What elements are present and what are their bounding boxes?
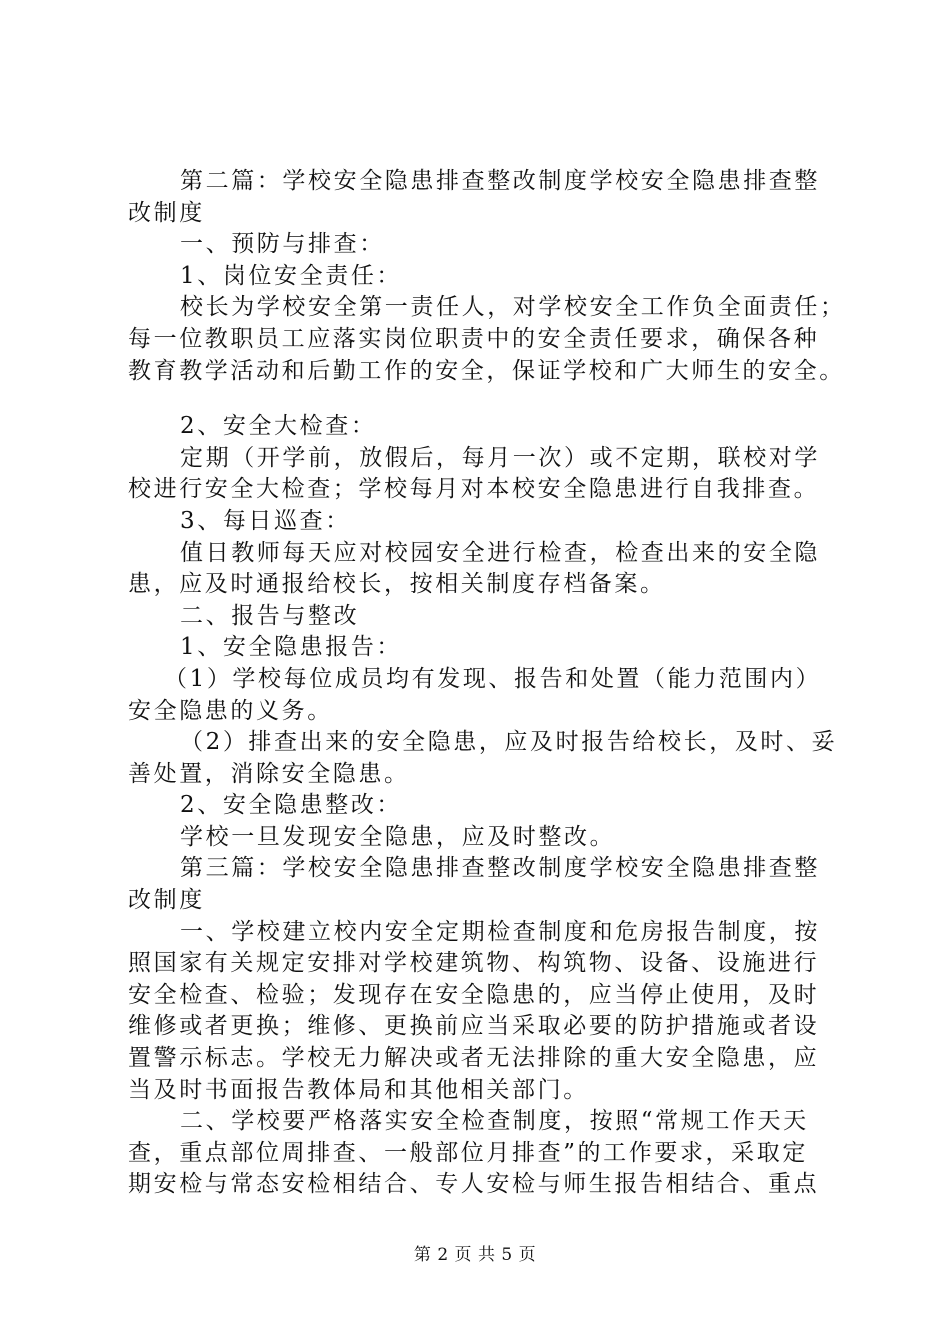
text-line: 改制度 [128,199,205,226]
text-line: 值日教师每天应对校园安全进行检查，检查出来的安全隐 [180,539,820,566]
paragraph-gap [128,387,836,411]
text-line: 教育教学活动和后勤工作的安全，保证学校和广大师生的安全。 [128,357,845,384]
text-line: 第三篇：学校安全隐患排查整改制度学校安全隐患排查整 [180,855,820,882]
text-line: （2）排查出来的安全隐患，应及时报告给校长，及时、妥 [180,729,838,756]
text-line: 照国家有关规定安排对学校建筑物、构筑物、设备、设施进行 [128,950,820,977]
text-line: 二、学校要严格落实安全检查制度，按照“常规工作天天 [180,1108,809,1135]
text-line: 二、报告与整改 [180,602,360,629]
text-line: （1）学校每位成员均有发现、报告和处置（能力范围内） [164,665,822,692]
text-line: 置警示标志。学校无力解决或者无法排除的重大安全隐患，应 [128,1045,820,1072]
text-line: 善处置，消除安全隐患。 [128,760,410,787]
text-line: 校进行安全大检查；学校每月对本校安全隐患进行自我排查。 [128,476,820,503]
text-line: 1、岗位安全责任： [180,262,403,289]
text-line: 1、安全隐患报告： [180,634,403,661]
text-line: 定期（开学前，放假后，每月一次）或不定期，联校对学 [180,444,820,471]
text-line: 每一位教职员工应落实岗位职责中的安全责任要求，确保各种 [128,325,820,352]
text-line: 一、学校建立校内安全定期检查制度和危房报告制度，按 [180,918,820,945]
text-line: 维修或者更换；维修、更换前应当采取必要的防护措施或者设 [128,1013,820,1040]
text-line: 期安检与常态安检相结合、专人安检与师生报告相结合、重点 [128,1171,820,1198]
text-line: 2、安全隐患整改： [180,792,403,819]
text-line: 第二篇：学校安全隐患排查整改制度学校安全隐患排查整 [180,168,820,194]
page-footer: 第 2 页 共 5 页 [413,1245,537,1265]
text-line: 安全检查、检验；发现存在安全隐患的，应当停止使用，及时 [128,981,820,1008]
document-body [128,166,846,1201]
text-line: 校长为学校安全第一责任人，对学校安全工作负全面责任； [180,294,846,321]
text-line: 改制度 [128,887,205,914]
text-line: 2、安全大检查： [180,413,377,440]
text-line: 学校一旦发现安全隐患，应及时整改。 [180,823,616,850]
text-line: 3、每日巡查： [180,507,351,534]
text-line: 查，重点部位周排查、一般部位月排查”的工作要求，采取定 [128,1139,808,1166]
text-line: 安全隐患的义务。 [128,697,333,724]
text-line: 一、预防与排查： [180,231,385,258]
text-line: 当及时书面报告教体局和其他相关部门。 [128,1076,589,1103]
text-line: 患，应及时通报给校长，按相关制度存档备案。 [128,571,666,598]
